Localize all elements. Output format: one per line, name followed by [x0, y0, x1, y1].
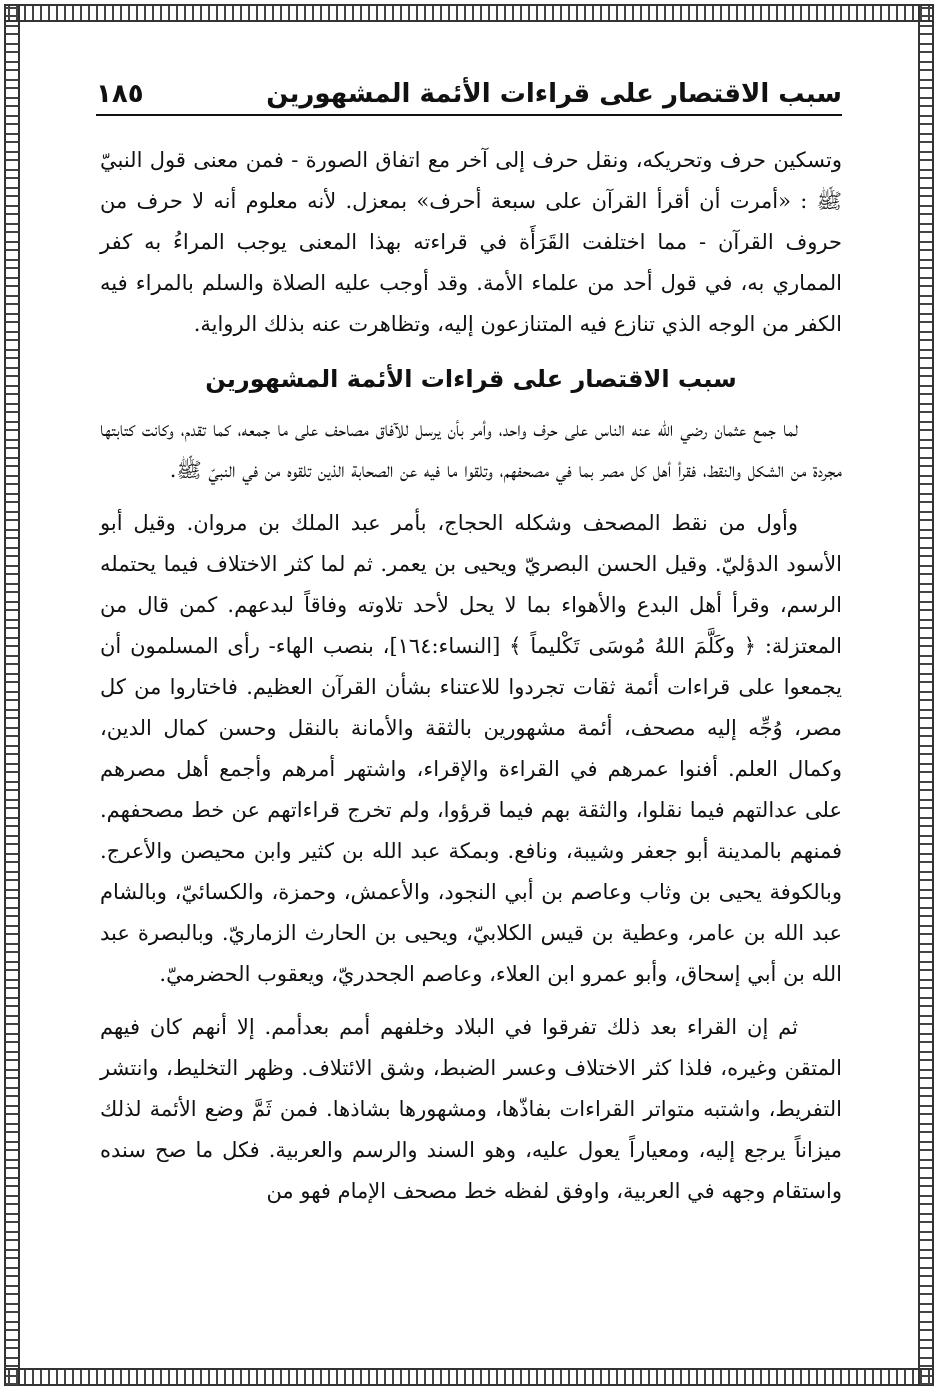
running-title: سبب الاقتصار على قراءات الأئمة المشهورين [266, 79, 842, 109]
ornamental-border-right [918, 4, 934, 1386]
ornamental-border-top [6, 4, 932, 22]
page-header [96, 74, 842, 116]
page-number: ١٨٥ [96, 79, 144, 109]
paragraph: لما جمع عثمان رضي الله عنه الناس على حرف واحد، وأمر بأن يرسل للآفاق مصاحف على ما جمعه، كما تقدم، وكانت كتابتها مجردة من الشكل والنقط، فقرأ أهل كل مصر بما في مصحفهم، وتلقوا ما فيه عن الصحابة الذين تلقوه من في النبيّ ﷺ. [100, 417, 842, 482]
ornamental-border-bottom [6, 1368, 932, 1386]
paragraph: ثم إن القراء بعد ذلك تفرقوا في البلاد وخلفهم أمم بعدأمم. إلا أنهم كان فيهم المتقن وغيره، فلذا كثر الاختلاف وعسر الضبط، وشق الائتلاف. وظهر التخليط، وانتشر التفريط، واشتبه متواتر القراءات بفاذّها، ومشهورها بشاذها. فمن ثَمَّ وضع الأئمة لذلك ميزاناً يرجع إليه، ومعياراً يعول عليه، وهو السند والرسم والعربية. فكل ما صح سنده واستقام وجهه في العربية، واوفق لفظه خط مصحف الإمام فهو من [100, 1015, 842, 1203]
page-body [100, 140, 842, 1212]
section-heading: سبب الاقتصار على قراءات الأئمة المشهورين [205, 365, 737, 393]
paragraph: وتسكين حرف وتحريكه، ونقل حرف إلى آخر مع اتفاق الصورة - فمن معنى قول النبيّ ﷺ : «أمرت أن أقرأ القرآن على سبعة أحرف» بمعزل. لأنه معلوم أنه لا حرف من حروف القرآن - مما اختلفت القَرَأَة في قراءته بهذا المعنى يوجب المراءُ به كفر المماري به، في قول أحد من علماء الأمة. وقد أوجب عليه الصلاة والسلم بالمراء فيه الكفر من الوجه الذي تنازع فيه المتنازعون إليه، وتظاهرت عنه بذلك الرواية. [100, 148, 842, 336]
paragraph: وأول من نقط المصحف وشكله الحجاج، بأمر عبد الملك بن مروان. وقيل أبو الأسود الدؤليّ. وقيل الحسن البصريّ ويحيى بن يعمر. ثم لما كثر الاختلاف فيما يحتمله الرسم، وقرأ أهل البدع والأهواء بما لا يحل لأحد تلاوته وفاقاً لبدعهم. كمن قال من المعتزلة: ﴿ وكَلَّمَ اللهُ مُوسَى تَكْليماً ﴾ [النساء:١٦٤]، بنصب الهاء- رأى المسلمون أن يجمعوا على قراءات أئمة ثقات تجردوا للاعتناء بشأن القرآن العظيم. فاختاروا من كل مصر، وُجِّه إليه مصحف، أئمة مشهورين بالثقة والأمانة بالنقل وحسن كمال الدين، وكمال العلم. أفنوا عمرهم في القراءة والإقراء، واشتهر أمرهم وأجمع أهل مصرهم على عدالتهم فيما نقلوا، والثقة بهم فيما قرؤوا، ولم تخرج قراءاتهم عن خط مصحفهم. فمنهم بالمدينة أبو جعفر وشيبة، ونافع. وبمكة عبد الله بن كثير وابن محيصن والأعرج. وبالكوفة يحيى بن وثاب وعاصم بن أبي النجود، والأعمش، وحمزة، والكسائيّ، وبالشام عبد الله بن عامر، وعطية بن قيس الكلابيّ، ويحيى بن الحارث الزماريّ. وبالبصرة عبد الله بن أبي إسحاق، وأبو عمرو ابن العلاء، وعاصم الجحدريّ، ويعقوب الحضرميّ. [100, 511, 842, 986]
ornamental-border-left [4, 4, 20, 1386]
